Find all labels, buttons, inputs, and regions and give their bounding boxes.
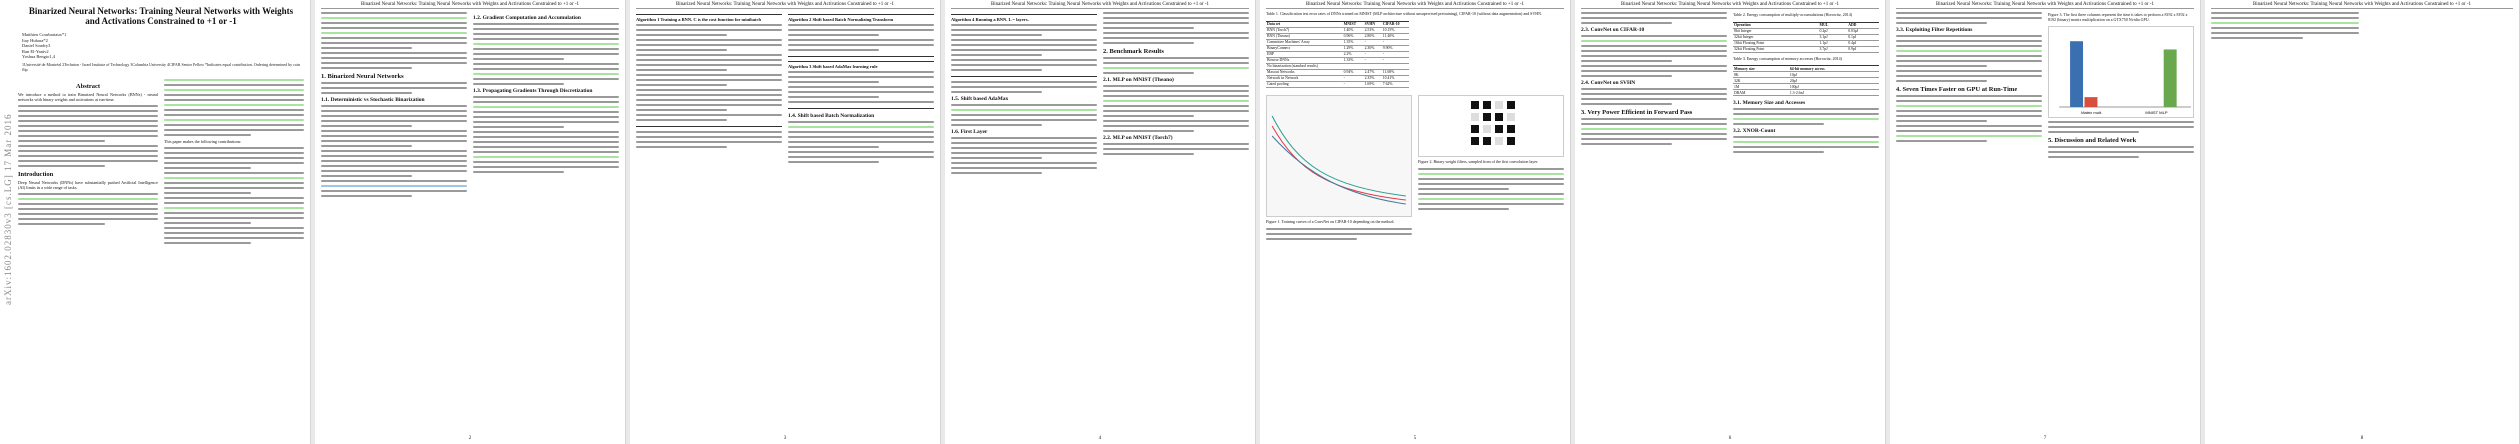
table-row: BNN (Torch7) 1.40% 2.53% 10.15% bbox=[1266, 27, 1409, 33]
section-2-2-heading: 2.2. MLP on MNIST (Torch7) bbox=[1103, 135, 1173, 141]
table-row: 16bit Floating Point 1.1pJ 0.4pJ bbox=[1733, 40, 1879, 46]
filter-tile bbox=[1495, 125, 1503, 133]
table-row: 8K 10pJ bbox=[1733, 72, 1879, 78]
table-row: 1M 100pJ bbox=[1733, 84, 1879, 90]
curve-series-b bbox=[1272, 126, 1406, 200]
filter-tile bbox=[1483, 137, 1491, 145]
filter-tile bbox=[1507, 101, 1515, 109]
section-3-3-heading: 3.3. Exploiting Filter Repetitions bbox=[1896, 27, 1973, 33]
section-2-3-heading: 2.3. ConvNet on CIFAR-10 bbox=[1581, 27, 1645, 33]
tick-label: Matrix mult. bbox=[2081, 110, 2103, 116]
algorithm-2: Algorithm 2 Shift based Batch Normalizing Transform bbox=[788, 14, 934, 57]
page-1 bbox=[0, 0, 311, 444]
table-row: Network in Network - 2.35% 10.41% bbox=[1266, 75, 1409, 81]
section-3-1-heading: 3.1. Memory Size and Accesses bbox=[1733, 100, 1806, 107]
table-row: Gated pooling - 1.69% 7.62% bbox=[1266, 81, 1409, 87]
section-4-heading: 4. Seven Times Faster on GPU at Run-Time bbox=[1896, 86, 2018, 93]
filter-tile bbox=[1483, 101, 1491, 109]
section-2-heading: 2. Benchmark Results bbox=[1103, 48, 1164, 55]
abstract-heading: Abstract bbox=[75, 82, 101, 90]
section-1-5-heading: 1.5. Shift based AdaMax bbox=[951, 96, 1009, 102]
table-row: Bitwise DNNs 1.33% - - bbox=[1266, 57, 1409, 63]
section-1-6-heading: 1.6. First Layer bbox=[951, 129, 988, 135]
table-row: Committee Machines' Array 1.35% - - bbox=[1266, 39, 1409, 45]
table-row: 8bit Integer 0.2pJ 0.03pJ bbox=[1733, 28, 1879, 34]
section-3-2-heading: 3.2. XNOR-Count bbox=[1733, 128, 1776, 135]
filter-tile bbox=[1471, 101, 1479, 109]
page-6: Binarized Neural Networks: Training Neural Networks with Weights and Activations Constrained to +1 or -1 2.3. ConvNet on CIFAR-10 2.4. ConvNet on SVHN 3. Very Power Efficient in Forward Pass Table 2. Energy consumption of multiply-accumulations (Horowitz, 2014) Operation MUL ADD 8bit Integer 0.2pJ 0.03pJ 32bit Integer 3.1pJ 0.1pJ 16bit Floating Point 1.1pJ 0.4pJ 32bit Floating Point 3.7pJ 0.9pJ Table 3. Energy consumption of memory accesses (Horowitz, 2014) Memory size 64-bit memory access 8K 10pJ 32K 20pJ 1M 100pJ DRAM 1.3-2.6nJ 3.1. Memory Size and Accesses 3.2. XNOR-Count 6 bbox=[1575, 0, 1886, 444]
figure-3-chart bbox=[2048, 26, 2194, 118]
filter-tile bbox=[1483, 125, 1491, 133]
figure-2-filters bbox=[1418, 95, 1564, 157]
bar-2-1 bbox=[2164, 50, 2177, 108]
filter-tile bbox=[1471, 113, 1479, 121]
intro-text: Deep Neural Networks (DNNs) have substantially pushed Artificial Intelligence (AI) limits in a wide range of tasks. bbox=[18, 179, 158, 190]
figure-1-training-curves bbox=[1266, 95, 1412, 217]
contributions-lead: This paper makes the following contributions: bbox=[164, 138, 242, 144]
table-row: DRAM 1.3-2.6nJ bbox=[1733, 90, 1879, 96]
table-3: Memory size 64-bit memory access 8K 10pJ 32K 20pJ 1M 100pJ DRAM 1.3-2.6nJ bbox=[1733, 65, 1879, 96]
figure-3-svg bbox=[2049, 27, 2193, 117]
section-1-1-heading: 1.1. Deterministic vs Stochastic Binarization bbox=[321, 97, 425, 103]
section-2-4-heading: 2.4. ConvNet on SVHN bbox=[1581, 80, 1636, 86]
table-row: 32K 20pJ bbox=[1733, 78, 1879, 84]
bar-0-0 bbox=[2070, 41, 2083, 107]
page-8: Binarized Neural Networks: Training Neural Networks with Weights and Activations Constrained to +1 or -1 8 bbox=[2205, 0, 2520, 444]
algorithm-3: Algorithm 3 Shift based AdaMax learning rule bbox=[788, 61, 934, 109]
table-row: 32bit Integer 3.1pJ 0.1pJ bbox=[1733, 34, 1879, 40]
filter-tile bbox=[1507, 125, 1515, 133]
section-1-2-heading: 1.2. Gradient Computation and Accumulation bbox=[473, 15, 581, 21]
algorithm-4: Algorithm 4 Running a BNN. L = layers. bbox=[951, 14, 1097, 77]
section-1-4-heading: 1.4. Shift based Batch Normalization bbox=[788, 113, 875, 119]
page-5: Binarized Neural Networks: Training Neural Networks with Weights and Activations Constrained to +1 or -1 Table 1. Classification test error rates of DNNs trained on MNIST (MLP architecture without unsupervised pretraining), CIFAR-10 (without data augmentation) and SVHN. Data set MNIST SVHN CIFAR-10 BNN (Torch7) 1.40% 2.53% 10.15% BNN (Theano) 0.96% 2.80% 11.40% Committee Machines' Array 1.35% - - BinaryConnect 1.29% 2.30% 9.90% EBP 2.2% - - Bitwise DNNs 1.33% - - No binarization (standard results) Maxout Networks 0.94% 2.47% 11.68% Network in Network - 2.35% 10.41% Gated pooling - 1.69% 7.62% Figure 1. Training curves of a ConvNet on CIFAR-10 depending on the method. Figure 2. Binary weight filters, sampled from of the first convolution layer. 5 bbox=[1260, 0, 1571, 444]
section-2-1-heading: 2.1. MLP on MNIST (Theano) bbox=[1103, 77, 1174, 83]
arxiv-stamp: arXiv:1602.02830v3 [cs.LG] 17 Mar 2016 bbox=[0, 0, 12, 444]
page-3: Binarized Neural Networks: Training Neural Networks with Weights and Activations Constrained to +1 or -1 Algorithm 1 Training a BNN. C is the cost function for minibatch Algorithm 2 Shift based Batch Normalizing Transform Algorithm 3 Shift based AdaMax learning rule 1.4. Shift based Batch Normalization 3 bbox=[630, 0, 941, 444]
section-1-heading: 1. Binarized Neural Networks bbox=[321, 73, 404, 80]
filter-tile bbox=[1507, 137, 1515, 145]
section-3-heading: 3. Very Power Efficient in Forward Pass bbox=[1581, 109, 1693, 116]
bar-1-0 bbox=[2084, 97, 2097, 107]
filter-tile bbox=[1507, 113, 1515, 121]
table-row: BinaryConnect 1.29% 2.30% 9.90% bbox=[1266, 45, 1409, 51]
algorithm-1: Algorithm 1 Training a BNN. C is the cost function for minibatch bbox=[636, 14, 782, 127]
figure3-caption: Figure 3. The first three columns represent the time it takes to perform a 8192 x 8192 x 8192 (binary) matrix multiplication on a GTX750 Nvidia GPU. bbox=[2048, 12, 2188, 22]
section-1-3-heading: 1.3. Propagating Gradients Through Discretization bbox=[473, 88, 593, 94]
filter-tile bbox=[1495, 101, 1503, 109]
filter-tile bbox=[1483, 113, 1491, 121]
filter-tile bbox=[1471, 137, 1479, 145]
table1-caption: Table 1. Classification test error rates of DNNs trained on MNIST (MLP architecture without unsupervised pretraining), CIFAR-10 (without data augmentation) and SVHN. bbox=[1266, 11, 1543, 16]
table-row: Maxout Networks 0.94% 2.47% 11.68% bbox=[1266, 69, 1409, 75]
page-7: Binarized Neural Networks: Training Neural Networks with Weights and Activations Constrained to +1 or -1 3.3. Exploiting Filter Repetitions 4. Seven Times Faster on GPU at Run-Time Figure 3. The first three columns represent the time it takes to perform a 8192 x 8192 x 8192 (binary) matrix multiplication on a GTX750 Nvidia GPU. Matrix mult. MNIST MLP 5. Discussion and Related Work 7 bbox=[1890, 0, 2201, 444]
page-4: Binarized Neural Networks: Training Neural Networks with Weights and Activations Constrained to +1 or -1 Algorithm 4 Running a BNN. L = layers. 1.5. Shift based AdaMax 1.6. First Layer 2. Benchmark Results 2.1. MLP on MNIST (Theano) 2.2. MLP on MNIST (Torch7) 4 bbox=[945, 0, 1256, 444]
filter-tile bbox=[1495, 137, 1503, 145]
table-row: No binarization (standard results) bbox=[1266, 63, 1409, 69]
table-row: EBP 2.2% - - bbox=[1266, 51, 1409, 57]
filter-tile bbox=[1471, 125, 1479, 133]
filter-tile bbox=[1495, 113, 1503, 121]
section-5-heading: 5. Discussion and Related Work bbox=[2048, 137, 2137, 145]
table-row: 32bit Floating Point 3.7pJ 0.9pJ bbox=[1733, 46, 1879, 52]
table-2: Operation MUL ADD 8bit Integer 0.2pJ 0.03pJ 32bit Integer 3.1pJ 0.1pJ 16bit Floating Point 1.1pJ 0.4pJ 32bit Floating Point 3.7pJ 0.9pJ bbox=[1733, 22, 1879, 53]
author-list: Matthieu Courbariaux*1 Itay Hubara*2 Daniel Soudry3 Ran El-Yaniv2 Yoshua Bengio1,4 1Université de Montréal 2Technion - Israel Institute of Technology 3Columbia University 4CIFAR Senior Fellow *Indicates equal contribution. Ordering determined by coin flip. bbox=[22, 32, 301, 72]
figure1-caption: Figure 1. Training curves of a ConvNet on CIFAR-10 depending on the method. bbox=[1266, 218, 1395, 224]
figure2-caption: Figure 2. Binary weight filters, sampled from of the first convolution layer. bbox=[1418, 158, 1539, 164]
table-1: Data set MNIST SVHN CIFAR-10 BNN (Torch7) 1.40% 2.53% 10.15% BNN (Theano) 0.96% 2.80% 11.40% Committee Machines' Array 1.35% - - BinaryConnect 1.29% 2.30% 9.90% EBP 2.2% - - Bitwise DNNs 1.33% - - No binarization (standard results) Maxout Networks 0.94% 2.47% 11.68% Network in Network - 2.35% 10.41% Gated pooling - 1.69% 7.62% bbox=[1266, 21, 1409, 88]
abstract-text: We introduce a method to train Binarized Neural Networks (BNNs) - neural networks with binary weights and activations at run-time. bbox=[18, 91, 158, 102]
intro-heading: Introduction bbox=[18, 170, 54, 178]
paper-title: Binarized Neural Networks: Training Neural Networks with Weights and Activations Constrained to +1 or -1 bbox=[28, 6, 294, 26]
tick-label: MNIST MLP bbox=[2145, 110, 2168, 116]
page-2: Binarized Neural Networks: Training Neural Networks with Weights and Activations Constrained to +1 or -1 1. Binarized Neural Networks 1.1. Deterministic vs Stochastic Binarization 1.2. Gradient Computation and Accumulation 1.3. Propagating Gradients Through Discretization 2 bbox=[315, 0, 626, 444]
table-row: BNN (Theano) 0.96% 2.80% 11.40% bbox=[1266, 33, 1409, 39]
